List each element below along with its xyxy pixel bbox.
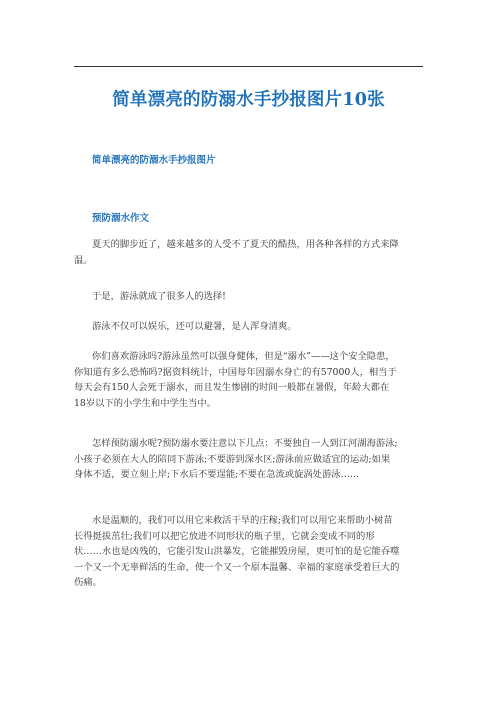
page-title: 简单漂亮的防溺水手抄报图片10张 <box>112 90 385 110</box>
paragraph-line: 18岁以下的小学生和中学生当中。 <box>74 397 216 409</box>
header-rule <box>74 66 423 67</box>
paragraph-line: 温。 <box>74 254 93 266</box>
paragraph-line: 小孩子必须在大人的陪同下游泳;不要游到深水区;游泳前应做适宜的运动;如果 <box>74 453 391 465</box>
paragraph-line: 一个又一个无辜鲜活的生命，使一个又一个原本温馨、幸福的家庭承受着巨大的 <box>74 561 400 573</box>
paragraph-3 <box>92 319 423 335</box>
paragraph-line: 夏天的脚步近了，越来越多的人受不了夏天的酷热，用各种各样的方式来降 <box>92 239 399 250</box>
paragraph-2 <box>92 289 423 305</box>
paragraph-1 <box>74 237 423 268</box>
paragraph-line: 伤痛。 <box>74 577 102 588</box>
subtitle-heading: 简单漂亮的防溺水手抄报图片 <box>92 155 216 166</box>
paragraph-5 <box>74 436 423 483</box>
paragraph-6 <box>74 513 423 591</box>
paragraph-line: 你知道有多么恐怖吗?据资料统计，中国每年因溺水身亡的有57000人，相当于 <box>74 366 397 378</box>
paragraph-line: 你们喜欢游泳吗?游泳虽然可以强身健体，但是“溺水”——这个安全隐患， <box>92 351 395 362</box>
section-heading: 预防溺水作文 <box>92 213 150 224</box>
paragraph-4 <box>74 349 423 411</box>
paragraph-line: 每天会有150人会死于溺水，而且发生惨剧的时间一般都在暑假，年龄大都在 <box>74 382 390 393</box>
paragraph-line: 于是，游泳就成了很多人的选择! <box>92 291 226 302</box>
paragraph-line: 状……水也是凶残的，它能引发山洪暴发，它能摧毁房屋，更可怕的是它能吞噬 <box>74 546 400 557</box>
paragraph-line: 身体不适，要立刻上岸;下水后不要逞能;不要在急流或旋涡处游泳…… <box>74 469 360 480</box>
paragraph-line: 水是温顺的，我们可以用它来救活干旱的庄稼;我们可以用它来帮助小树苗 <box>92 515 393 526</box>
paragraph-line: 长得挺拔茁壮;我们可以把它放进不同形状的瓶子里，它就会变成不同的形 <box>74 530 375 542</box>
paragraph-line: 怎样预防溺水呢?预防溺水要注意以下几点：不要独自一人到江河湖海游泳; <box>92 438 398 449</box>
paragraph-line: 游泳不仅可以娱乐，还可以避暑，是人浑身清爽。 <box>92 321 297 332</box>
